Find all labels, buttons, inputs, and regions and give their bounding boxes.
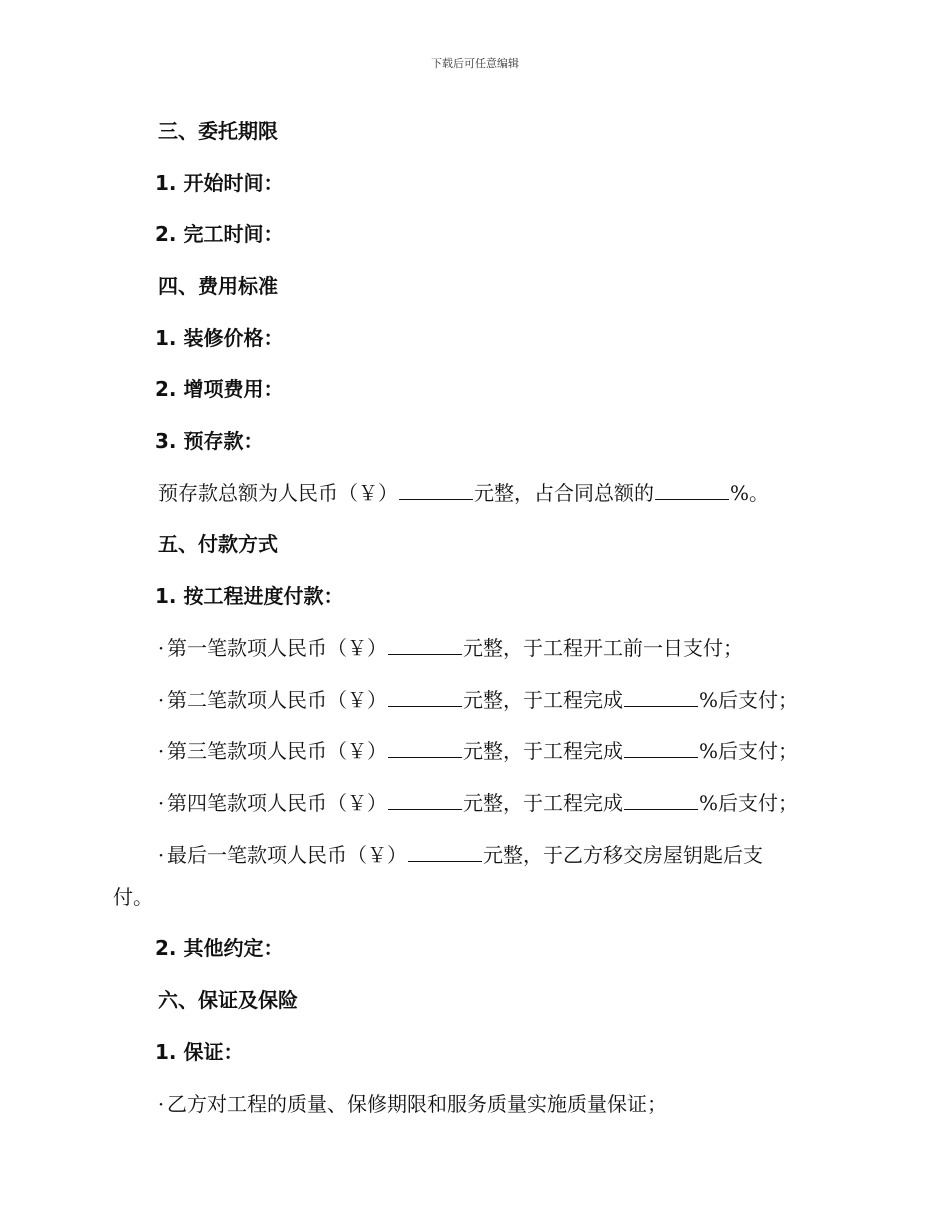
text: 最后一笔款项人民币（￥） [167, 843, 407, 867]
text: %后支付； [699, 791, 799, 815]
text: 乙方对工程的质量、保修期限和服务质量实施质量保证； [167, 1092, 667, 1116]
section-heading: 六、保证及保险 [158, 988, 298, 1012]
payment-item [155, 787, 950, 816]
text: 第二笔款项人民币（￥） [167, 688, 387, 712]
bullet: · [157, 843, 165, 867]
fill-blank[interactable] [399, 481, 473, 500]
clause: 1. 按工程进度付款： [155, 584, 344, 608]
text: %后支付； [699, 739, 799, 763]
text: 元整，占合同总额的 [474, 481, 654, 505]
payment-item [155, 735, 950, 764]
bullet: · [157, 688, 165, 712]
text: 第一笔款项人民币（￥） [167, 636, 387, 660]
text: 元整，于工程完成 [463, 688, 623, 712]
clause: 3. 预存款： [155, 429, 264, 453]
fill-blank[interactable] [624, 688, 698, 707]
section-heading: 三、委托期限 [158, 119, 278, 143]
bullet: · [157, 739, 165, 763]
fill-blank[interactable] [408, 843, 482, 862]
text: 预存款总额为人民币（￥） [158, 481, 398, 505]
text: 第三笔款项人民币（￥） [167, 739, 387, 763]
fill-blank[interactable] [388, 636, 462, 655]
clause: 1. 开始时间： [155, 171, 284, 195]
payment-item [155, 839, 950, 868]
fill-blank[interactable] [388, 791, 462, 810]
bullet: · [157, 636, 165, 660]
fill-blank[interactable] [624, 791, 698, 810]
text: 第四笔款项人民币（￥） [167, 791, 387, 815]
clause: 2. 其他约定： [155, 936, 284, 960]
section-heading: 五、付款方式 [158, 532, 278, 556]
fill-blank[interactable] [388, 688, 462, 707]
text: 元整，于工程完成 [463, 739, 623, 763]
fill-blank[interactable] [388, 739, 462, 758]
clause: 2. 增项费用： [155, 377, 284, 401]
page-header: 下载后可任意编辑 [431, 57, 519, 70]
bullet: · [157, 791, 165, 815]
bullet: · [157, 1092, 165, 1116]
fill-blank[interactable] [655, 481, 729, 500]
text: %。 [730, 481, 770, 505]
clause: 2. 完工时间： [155, 222, 284, 246]
text: 元整，于工程完成 [463, 791, 623, 815]
clause: 1. 保证： [155, 1040, 244, 1064]
section-heading: 四、费用标准 [158, 274, 278, 298]
text: 元整，于乙方移交房屋钥匙后支 [483, 843, 763, 867]
payment-item [155, 632, 950, 661]
payment-item-wrap: 付。 [113, 885, 153, 909]
fill-blank[interactable] [624, 739, 698, 758]
text: %后支付； [699, 688, 799, 712]
payment-item [155, 684, 950, 713]
text: 元整，于工程开工前一日支付； [463, 636, 743, 660]
guarantee-item [155, 1088, 950, 1117]
deposit-paragraph [158, 477, 950, 506]
clause: 1. 装修价格： [155, 326, 284, 350]
